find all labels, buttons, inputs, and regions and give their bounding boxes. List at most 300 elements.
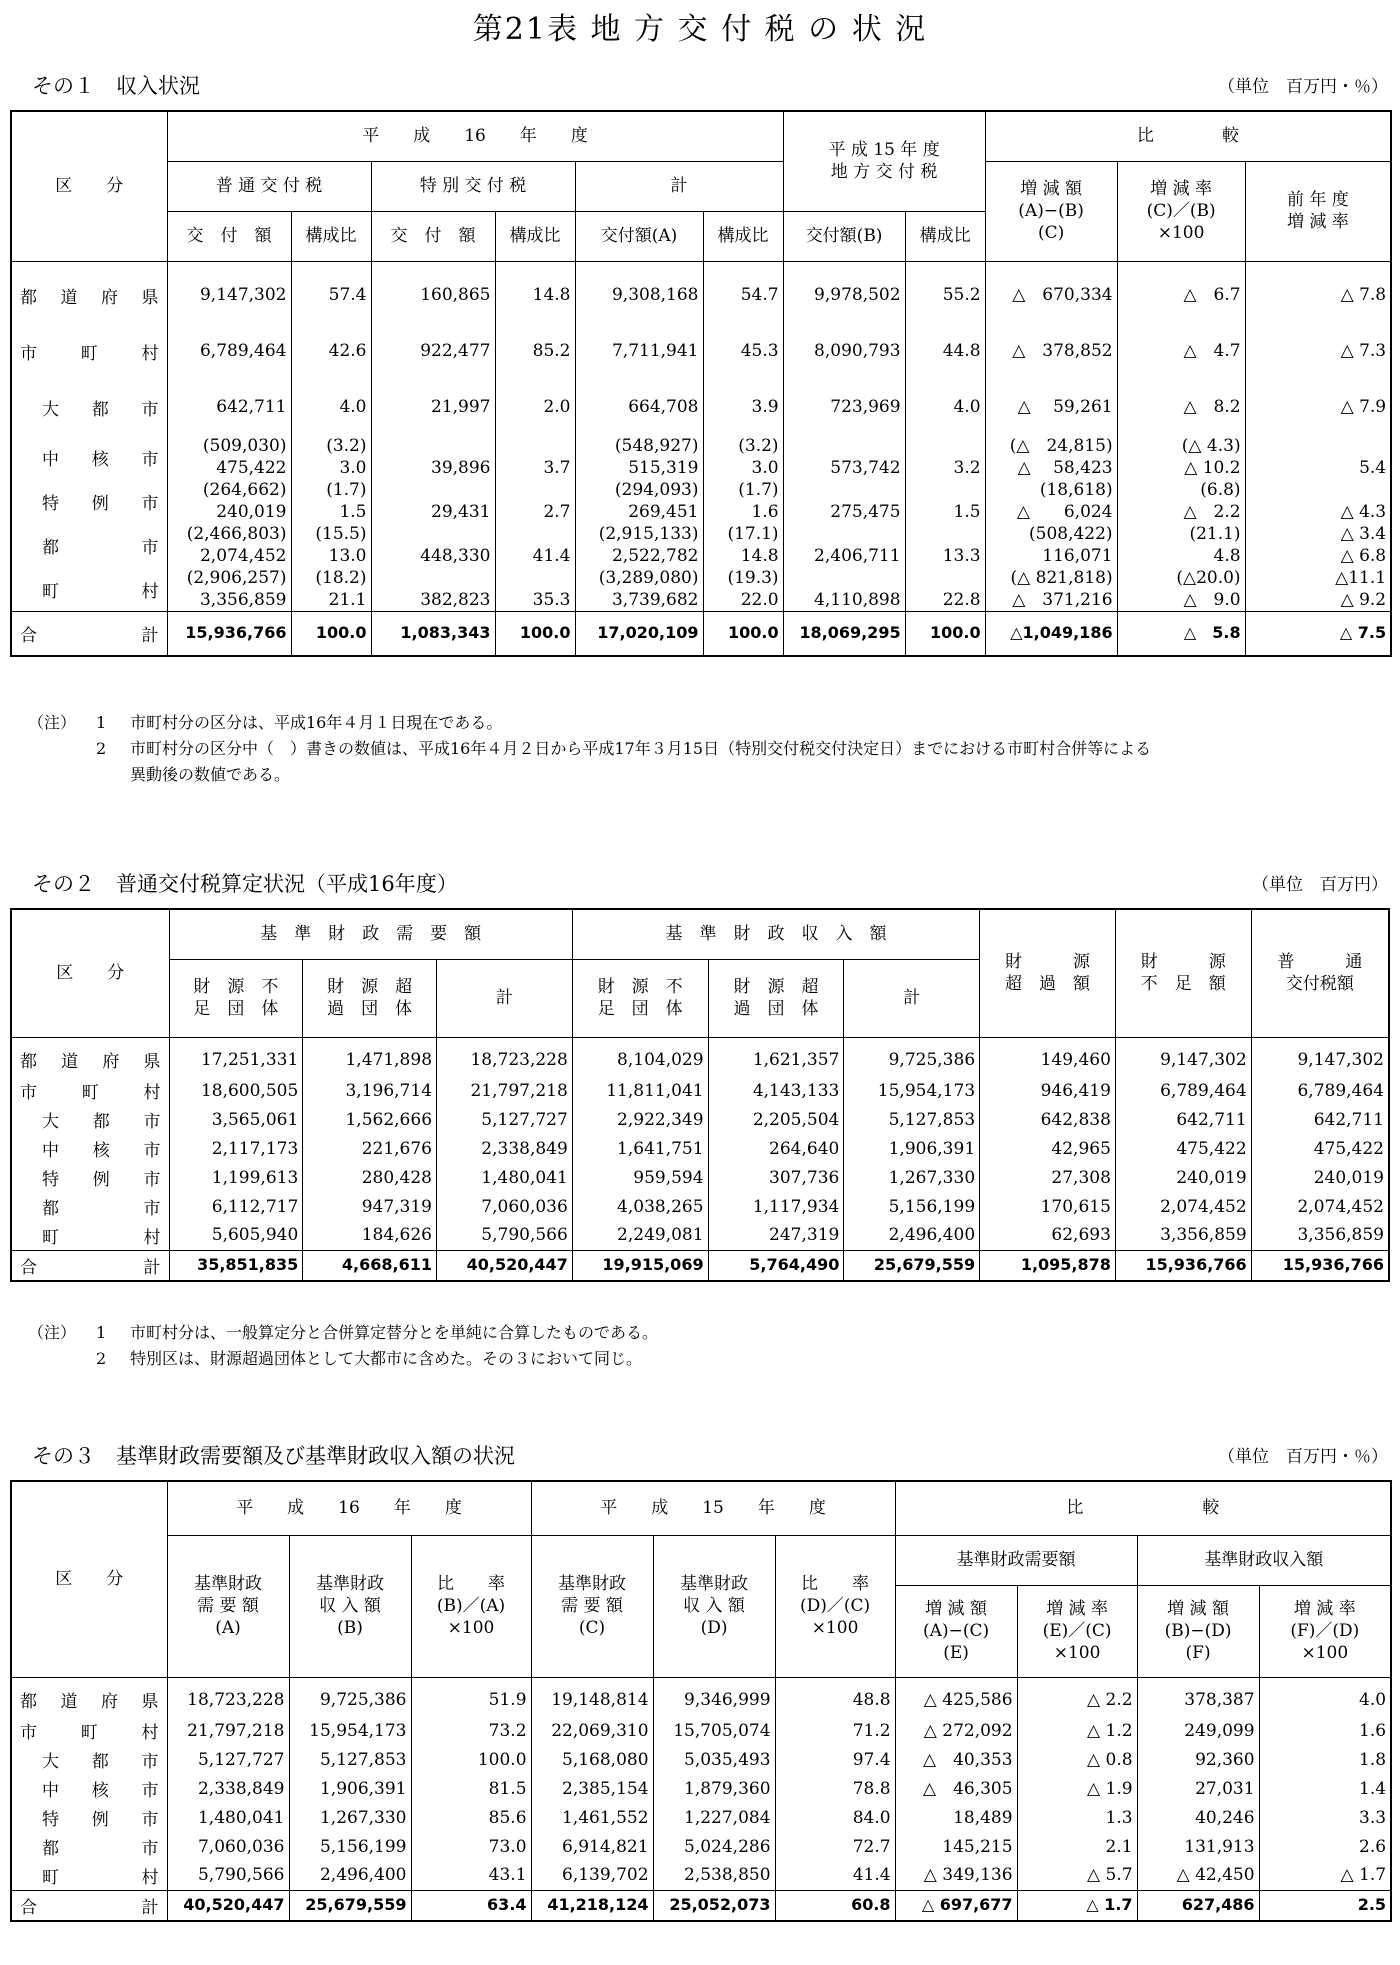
table-cell: 18,723,228 bbox=[437, 1037, 573, 1076]
table-cell bbox=[371, 479, 495, 523]
header-kubun: 区 分 bbox=[11, 1481, 167, 1677]
cell-value: 14.8 bbox=[532, 285, 571, 306]
row-label: 中核市 bbox=[11, 1134, 169, 1163]
section-2-title: その２ 普通交付税算定状況（平成16年度） bbox=[32, 872, 458, 896]
table-cell: 5,127,727 bbox=[167, 1745, 289, 1774]
row-label: 市町村 bbox=[11, 1076, 169, 1105]
total-cell: 19,915,069 bbox=[572, 1250, 708, 1281]
cell-value: 57.4 bbox=[328, 285, 367, 306]
row-label: 特例市 bbox=[11, 1163, 169, 1192]
table-cell bbox=[905, 523, 985, 567]
table-cell bbox=[783, 261, 905, 323]
table-cell bbox=[575, 435, 703, 479]
table-cell: 1.6 bbox=[1259, 1716, 1391, 1745]
table-cell: 240,019 bbox=[1251, 1163, 1389, 1192]
header-zogenritsu: 増 減 率 (C)／(B) ×100 bbox=[1117, 161, 1245, 261]
table-cell: 2.1 bbox=[1017, 1832, 1137, 1861]
table-cell bbox=[495, 523, 575, 567]
total-cell: △1,049,186 bbox=[985, 612, 1117, 656]
table-cell: 475,422 bbox=[1251, 1134, 1389, 1163]
total-cell: 41,218,124 bbox=[531, 1890, 653, 1921]
table-cell: 5,127,853 bbox=[289, 1745, 411, 1774]
table-row bbox=[11, 1076, 1389, 1105]
cell-value: 5.4 bbox=[1359, 458, 1387, 478]
table-cell: 2,385,154 bbox=[531, 1774, 653, 1803]
table-cell bbox=[495, 435, 575, 479]
table-cell: 17,251,331 bbox=[169, 1037, 303, 1076]
header-c: 基準財政 需 要 額 (C) bbox=[531, 1535, 653, 1677]
table-cell bbox=[1117, 523, 1245, 567]
table-cell: 7,060,036 bbox=[167, 1832, 289, 1861]
table-cell: 280,428 bbox=[303, 1163, 437, 1192]
table-cell: 5,168,080 bbox=[531, 1745, 653, 1774]
total-cell: 40,520,447 bbox=[437, 1250, 573, 1281]
table-cell: 145,215 bbox=[895, 1832, 1017, 1861]
cell-value: 2,406,711 bbox=[814, 546, 901, 566]
cell-value: 41.4 bbox=[532, 546, 571, 566]
cell-value: 45.3 bbox=[740, 341, 779, 361]
cell-value: 664,708 bbox=[628, 397, 699, 417]
cell-value: △ 6,024 bbox=[1016, 502, 1113, 522]
total-cell: 35,851,835 bbox=[169, 1250, 303, 1281]
table-cell: △ 5.7 bbox=[1017, 1861, 1137, 1890]
table-cell bbox=[291, 523, 371, 567]
total-cell: 2.5 bbox=[1259, 1890, 1391, 1921]
row-label: 都 市 bbox=[11, 1832, 167, 1861]
section-3-header bbox=[10, 1440, 1390, 1470]
table-row bbox=[11, 1105, 1389, 1134]
table-cell: 41.4 bbox=[775, 1861, 895, 1890]
cell-value bbox=[376, 567, 491, 589]
cell-value: 275,475 bbox=[830, 502, 901, 522]
table-cell bbox=[905, 379, 985, 435]
table-cell bbox=[291, 479, 371, 523]
table-cell bbox=[905, 435, 985, 479]
total-row bbox=[11, 1890, 1391, 1921]
table-cell bbox=[1245, 261, 1391, 323]
cell-value: (548,927) bbox=[614, 436, 699, 456]
total-cell: 25,052,073 bbox=[653, 1890, 775, 1921]
header-fusoku: 財 源 不 足 団 体 bbox=[169, 959, 303, 1037]
table-cell bbox=[167, 323, 291, 379]
table-cell bbox=[575, 479, 703, 523]
table-cell: 73.0 bbox=[411, 1832, 531, 1861]
total-row bbox=[11, 612, 1391, 656]
table-cell: 1,267,330 bbox=[844, 1163, 980, 1192]
total-cell: 100.0 bbox=[905, 612, 985, 656]
note-text: 市町村分の区分は、平成16年４月１日現在である。 bbox=[130, 713, 503, 732]
cell-value bbox=[500, 435, 571, 457]
cell-value: 42.6 bbox=[328, 341, 367, 361]
table-row bbox=[11, 1832, 1391, 1861]
cell-value: 9,978,502 bbox=[814, 285, 901, 306]
header-shunyu: 基 準 財 政 収 入 額 bbox=[572, 909, 979, 959]
table-cell: 642,711 bbox=[1115, 1105, 1251, 1134]
cell-value: 4.0 bbox=[953, 397, 981, 417]
table-cell: △ 0.8 bbox=[1017, 1745, 1137, 1774]
table-cell: 2,074,452 bbox=[1115, 1192, 1251, 1221]
table-cell: 5,127,727 bbox=[437, 1105, 573, 1134]
table-cell bbox=[371, 323, 495, 379]
cell-value: 22.0 bbox=[740, 590, 779, 610]
note-number: 1 bbox=[96, 1323, 107, 1342]
table-cell bbox=[167, 379, 291, 435]
cell-value: 7,711,941 bbox=[611, 341, 699, 361]
cell-value: (△ 4.3) bbox=[1181, 436, 1241, 456]
header-ratio-ba: 比 率 (B)／(A) ×100 bbox=[411, 1535, 531, 1677]
cell-value: △ 7.9 bbox=[1340, 397, 1387, 417]
table-cell bbox=[371, 523, 495, 567]
cell-value: (19.3) bbox=[727, 568, 779, 588]
header-choka: 財 源 超 過 団 体 bbox=[708, 959, 844, 1037]
table-cell: 1,117,934 bbox=[708, 1192, 844, 1221]
cell-value: 3,356,859 bbox=[199, 590, 287, 610]
header-kei: 計 bbox=[437, 959, 573, 1037]
table-cell: 18,723,228 bbox=[167, 1677, 289, 1716]
table-cell bbox=[575, 323, 703, 379]
row-label: 都道府県 bbox=[11, 1037, 169, 1076]
table-cell bbox=[905, 479, 985, 523]
table-cell: 170,615 bbox=[980, 1192, 1116, 1221]
cell-value: △ 58,423 bbox=[1017, 458, 1113, 478]
cell-value: 54.7 bbox=[740, 285, 779, 306]
table-cell: 73.2 bbox=[411, 1716, 531, 1745]
table-cell: 1,480,041 bbox=[437, 1163, 573, 1192]
header-f-rate: 増 減 率 (F)／(D) ×100 bbox=[1259, 1585, 1391, 1677]
total-cell: 100.0 bbox=[291, 612, 371, 656]
table-cell: 959,594 bbox=[572, 1163, 708, 1192]
table-cell bbox=[703, 479, 783, 523]
table-cell bbox=[905, 261, 985, 323]
row-label: 市町村 bbox=[11, 1716, 167, 1745]
cell-value bbox=[910, 523, 981, 545]
total-cell: 5,764,490 bbox=[708, 1250, 844, 1281]
table-cell: 1.4 bbox=[1259, 1774, 1391, 1803]
table-row bbox=[11, 1037, 1389, 1076]
total-cell: 15,936,766 bbox=[167, 612, 291, 656]
table-row bbox=[11, 1745, 1391, 1774]
table-cell: △ 425,586 bbox=[895, 1677, 1017, 1716]
cell-value bbox=[376, 479, 491, 501]
table-cell: 43.1 bbox=[411, 1861, 531, 1890]
table-cell bbox=[291, 323, 371, 379]
cell-value bbox=[910, 567, 981, 589]
table-cell bbox=[985, 261, 1117, 323]
table-cell: 5,035,493 bbox=[653, 1745, 775, 1774]
table-row bbox=[11, 1803, 1391, 1832]
table-cell: 5,156,199 bbox=[289, 1832, 411, 1861]
table-cell: 92,360 bbox=[1137, 1745, 1259, 1774]
cell-value: 3.9 bbox=[751, 397, 779, 417]
table-cell: 8,104,029 bbox=[572, 1037, 708, 1076]
table-cell: 3,565,061 bbox=[169, 1105, 303, 1134]
table-cell: 3.3 bbox=[1259, 1803, 1391, 1832]
header-kubun: 区 分 bbox=[11, 909, 169, 1037]
cell-value: (1.7) bbox=[738, 480, 779, 500]
cell-value: 9,147,302 bbox=[199, 285, 287, 306]
table-cell: 1,199,613 bbox=[169, 1163, 303, 1192]
cell-value: 14.8 bbox=[740, 546, 779, 566]
table-cell bbox=[575, 523, 703, 567]
note-number: 2 bbox=[96, 739, 107, 758]
header-kofu: 交 付 額 bbox=[167, 211, 291, 261]
table-cell bbox=[905, 323, 985, 379]
cell-value bbox=[788, 567, 901, 589]
cell-value bbox=[500, 523, 571, 545]
total-cell: 60.8 bbox=[775, 1890, 895, 1921]
cell-value: 1.5 bbox=[339, 502, 367, 522]
table-cell bbox=[495, 323, 575, 379]
header-hikaku: 比 較 bbox=[985, 111, 1391, 161]
table-cell: 6,139,702 bbox=[531, 1861, 653, 1890]
total-cell: △ 7.5 bbox=[1245, 612, 1391, 656]
cell-value: (△20.0) bbox=[1176, 568, 1241, 588]
table-cell: 78.8 bbox=[775, 1774, 895, 1803]
cell-value: 21.1 bbox=[328, 590, 367, 610]
header-a: 基準財政 需 要 額 (A) bbox=[167, 1535, 289, 1677]
row-label: 大都市 bbox=[11, 1745, 167, 1774]
cell-value: 3.2 bbox=[953, 458, 981, 478]
page-title: 第21表 地 方 交 付 税 の 状 況 bbox=[472, 12, 928, 47]
table-cell bbox=[985, 523, 1117, 567]
cell-value: 2.0 bbox=[543, 397, 571, 417]
total-cell: 15,936,766 bbox=[1115, 1250, 1251, 1281]
table-cell: 62,693 bbox=[980, 1221, 1116, 1250]
table-cell: 5,790,566 bbox=[437, 1221, 573, 1250]
table-cell: 946,419 bbox=[980, 1076, 1116, 1105]
table-cell bbox=[575, 567, 703, 612]
cell-value bbox=[376, 523, 491, 545]
note-text: 市町村分は、一般算定分と合併算定替分とを単純に合算したものである。 bbox=[130, 1323, 659, 1342]
header-kosei: 構成比 bbox=[905, 211, 985, 261]
table-cell: 131,913 bbox=[1137, 1832, 1259, 1861]
cell-value: 44.8 bbox=[942, 341, 981, 361]
cell-value: 29,431 bbox=[431, 502, 491, 522]
table-cell: 2,249,081 bbox=[572, 1221, 708, 1250]
cell-value: △ 670,334 bbox=[1012, 285, 1113, 306]
cell-value: (1.7) bbox=[326, 480, 367, 500]
cell-value: △ 4.3 bbox=[1340, 502, 1387, 522]
cell-value: 3.0 bbox=[751, 458, 779, 478]
table-cell: 642,838 bbox=[980, 1105, 1116, 1134]
row-label: 都道府県 bbox=[11, 1677, 167, 1716]
cell-value: (508,422) bbox=[1029, 524, 1113, 544]
table-cell: 4,038,265 bbox=[572, 1192, 708, 1221]
total-cell: 100.0 bbox=[703, 612, 783, 656]
cell-value: 160,865 bbox=[420, 285, 491, 306]
table-row bbox=[11, 1163, 1389, 1192]
cell-value: △ 8.2 bbox=[1183, 397, 1241, 417]
header-tokubetsu: 特 別 交 付 税 bbox=[371, 161, 575, 211]
table-cell: 2,338,849 bbox=[437, 1134, 573, 1163]
table-cell: 42,965 bbox=[980, 1134, 1116, 1163]
table-cell: 1,879,360 bbox=[653, 1774, 775, 1803]
header-fusokugaku: 財 源 不 足 額 bbox=[1115, 909, 1251, 1037]
table-cell bbox=[703, 323, 783, 379]
header-futsu-kofuzei: 普 通 交付税額 bbox=[1251, 909, 1389, 1037]
cell-value: △ 6.7 bbox=[1183, 285, 1241, 306]
note-marker: （注） bbox=[28, 1323, 77, 1342]
cell-value: (264,662) bbox=[202, 480, 287, 500]
table-cell bbox=[783, 523, 905, 567]
table-row bbox=[11, 479, 1391, 523]
table-cell bbox=[291, 435, 371, 479]
table-cell: 247,319 bbox=[708, 1221, 844, 1250]
total-cell: △ 1.7 bbox=[1017, 1890, 1137, 1921]
table-cell: 1,480,041 bbox=[167, 1803, 289, 1832]
table-cell: 48.8 bbox=[775, 1677, 895, 1716]
table-cell bbox=[1117, 261, 1245, 323]
cell-value: △ 59,261 bbox=[1017, 397, 1113, 417]
cell-value: △ 9.0 bbox=[1183, 590, 1241, 610]
total-cell: 15,936,766 bbox=[1251, 1250, 1389, 1281]
table-cell bbox=[575, 379, 703, 435]
table-cell bbox=[1245, 323, 1391, 379]
total-cell: 4,668,611 bbox=[303, 1250, 437, 1281]
cell-value: △11.1 bbox=[1335, 568, 1387, 588]
table-cell: 264,640 bbox=[708, 1134, 844, 1163]
table-cell: 51.9 bbox=[411, 1677, 531, 1716]
table-cell: 1.8 bbox=[1259, 1745, 1391, 1774]
table-cell bbox=[783, 379, 905, 435]
table-cell: 1,906,391 bbox=[289, 1774, 411, 1803]
table-cell: 5,790,566 bbox=[167, 1861, 289, 1890]
header-choka: 財 源 超 過 団 体 bbox=[303, 959, 437, 1037]
table-cell bbox=[371, 567, 495, 612]
cell-value: 3.0 bbox=[339, 458, 367, 478]
table-cell: 72.7 bbox=[775, 1832, 895, 1861]
table-cell bbox=[495, 567, 575, 612]
table-cell: 642,711 bbox=[1251, 1105, 1389, 1134]
table-cell: 19,148,814 bbox=[531, 1677, 653, 1716]
cell-value: 269,451 bbox=[628, 502, 699, 522]
cell-value: 8,090,793 bbox=[814, 341, 901, 361]
cell-value bbox=[500, 567, 571, 589]
table-cell: 21,797,218 bbox=[437, 1076, 573, 1105]
row-label: 町 村 bbox=[11, 567, 167, 612]
table-cell bbox=[167, 479, 291, 523]
header-kosei: 構成比 bbox=[495, 211, 575, 261]
cell-value: (294,093) bbox=[614, 480, 699, 500]
table-cell bbox=[371, 379, 495, 435]
cell-value: △ 371,216 bbox=[1012, 590, 1113, 610]
header-chokagaku: 財 源 超 過 額 bbox=[980, 909, 1116, 1037]
table-row bbox=[11, 1221, 1389, 1250]
table-cell: △ 349,136 bbox=[895, 1861, 1017, 1890]
table-cell bbox=[495, 479, 575, 523]
cell-value: 4,110,898 bbox=[814, 590, 901, 610]
table-cell: △ 1.2 bbox=[1017, 1716, 1137, 1745]
cell-value: (18,618) bbox=[1039, 480, 1113, 500]
cell-value bbox=[910, 435, 981, 457]
section-3-unit: （単位 百万円・％） bbox=[1218, 1447, 1388, 1467]
table-cell bbox=[1245, 479, 1391, 523]
table-cell: 475,422 bbox=[1115, 1134, 1251, 1163]
header-kubun: 区 分 bbox=[11, 111, 167, 261]
table-cell bbox=[167, 261, 291, 323]
section-2-notes bbox=[28, 1320, 658, 1372]
note-marker: （注） bbox=[28, 713, 77, 732]
table-cell bbox=[703, 261, 783, 323]
total-cell: 627,486 bbox=[1137, 1890, 1259, 1921]
table-cell: 9,725,386 bbox=[844, 1037, 980, 1076]
table-cell: 1,471,898 bbox=[303, 1037, 437, 1076]
cell-value: (18.2) bbox=[315, 568, 367, 588]
cell-value: (3.2) bbox=[326, 436, 367, 456]
total-cell: 18,069,295 bbox=[783, 612, 905, 656]
cell-value: 116,071 bbox=[1042, 546, 1113, 566]
header-kei: 計 bbox=[844, 959, 980, 1037]
cell-value: (2,915,133) bbox=[598, 524, 699, 544]
note-text: 異動後の数値である。 bbox=[130, 765, 291, 784]
table-cell bbox=[371, 435, 495, 479]
table-cell: 9,147,302 bbox=[1251, 1037, 1389, 1076]
table-cell: 27,031 bbox=[1137, 1774, 1259, 1803]
cell-value: 4.0 bbox=[339, 397, 367, 417]
cell-value: 382,823 bbox=[420, 590, 491, 610]
note-number: 1 bbox=[96, 713, 107, 732]
table-cell: 85.6 bbox=[411, 1803, 531, 1832]
cell-value: 3,739,682 bbox=[611, 590, 699, 610]
cell-value: (2,906,257) bbox=[186, 568, 287, 588]
table-cell: 2,538,850 bbox=[653, 1861, 775, 1890]
cell-value: (17.1) bbox=[727, 524, 779, 544]
table-cell: 6,789,464 bbox=[1251, 1076, 1389, 1105]
table-cell bbox=[985, 435, 1117, 479]
table-cell bbox=[371, 261, 495, 323]
row-label: 特例市 bbox=[11, 479, 167, 523]
cell-value: 4.8 bbox=[1213, 546, 1241, 566]
section-2-unit: （単位 百万円） bbox=[1252, 875, 1388, 895]
cell-value: (△ 821,818) bbox=[1010, 568, 1113, 588]
row-label: 合 計 bbox=[11, 1250, 169, 1281]
cell-value: △ 2.2 bbox=[1183, 502, 1241, 522]
note-line bbox=[28, 710, 1151, 736]
table-cell: 378,387 bbox=[1137, 1677, 1259, 1716]
header-hikaku: 比 較 bbox=[895, 1481, 1391, 1535]
table-cell: △ 46,305 bbox=[895, 1774, 1017, 1803]
cell-value: 723,969 bbox=[830, 397, 901, 417]
table-cell bbox=[703, 435, 783, 479]
table-cell: 5,605,940 bbox=[169, 1221, 303, 1250]
cell-value: 1.6 bbox=[751, 502, 779, 522]
table-cell: 1.3 bbox=[1017, 1803, 1137, 1832]
table-cell: 5,127,853 bbox=[844, 1105, 980, 1134]
cell-value: △ 378,852 bbox=[1012, 341, 1113, 361]
cell-value: △ 7.3 bbox=[1340, 341, 1387, 361]
cell-value: (509,030) bbox=[202, 436, 287, 456]
table-cell: 1,461,552 bbox=[531, 1803, 653, 1832]
header-kosei: 構成比 bbox=[291, 211, 371, 261]
cell-value bbox=[1250, 435, 1387, 457]
table-cell: 15,954,173 bbox=[289, 1716, 411, 1745]
table-row bbox=[11, 1861, 1391, 1890]
cell-value: 13.0 bbox=[328, 546, 367, 566]
table-cell bbox=[167, 523, 291, 567]
section-1-notes bbox=[28, 710, 1151, 788]
cell-value: (21.1) bbox=[1189, 524, 1241, 544]
table-cell: 22,069,310 bbox=[531, 1716, 653, 1745]
table-cell: 3,356,859 bbox=[1251, 1221, 1389, 1250]
table-cell: 71.2 bbox=[775, 1716, 895, 1745]
total-cell: 63.4 bbox=[411, 1890, 531, 1921]
cell-value: 448,330 bbox=[420, 546, 491, 566]
cell-value: (6.8) bbox=[1200, 480, 1241, 500]
table-cell bbox=[1117, 435, 1245, 479]
total-cell: △ 5.8 bbox=[1117, 612, 1245, 656]
row-label: 町 村 bbox=[11, 1861, 167, 1890]
section-1-unit: （単位 百万円・％） bbox=[1218, 77, 1388, 97]
